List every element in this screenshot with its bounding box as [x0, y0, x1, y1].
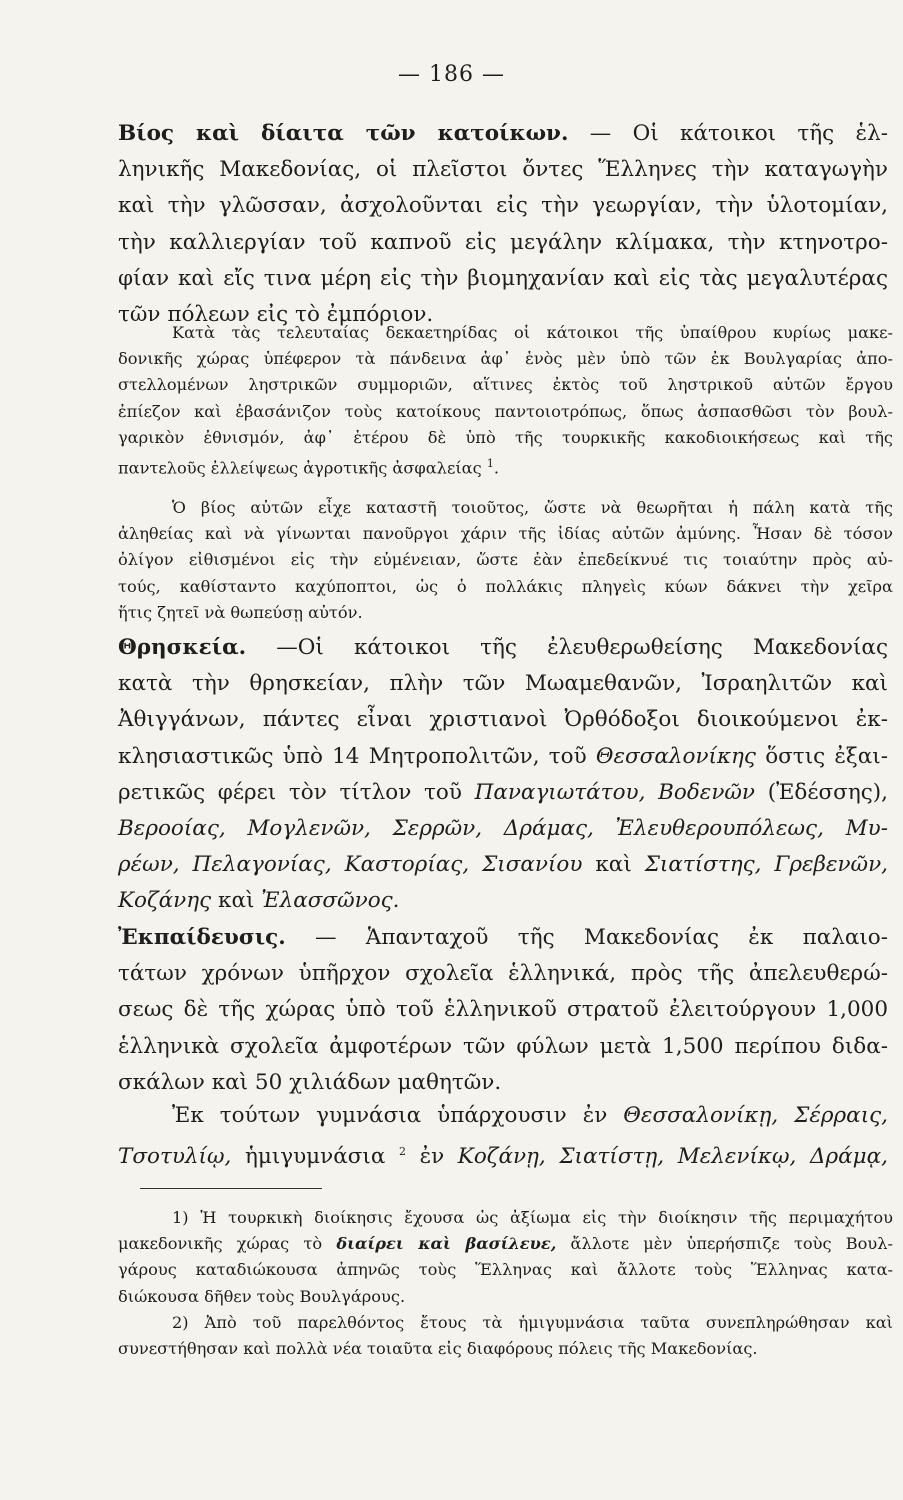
text-line: διώκουσα δῆθεν τοὺς Βουλγάρους.	[118, 1286, 406, 1306]
text-line: Ὁ βίος αὐτῶν εἶχε καταστῆ τοιοῦτος, ὥστε νὰ θεωρῆται ἡ πάλη κατὰ τῆς	[172, 498, 893, 517]
footnote-1: 1) Ἡ τουρκικὴ διοίκησις ἔχουσα ὡς ἀξίωμα εἰς τὴν διοίκησιν τῆς περιμαχήτου	[172, 1208, 893, 1227]
text-run: ρέων, Πελαγονίας, Καστορίας, Σισανίου	[118, 852, 583, 878]
text-line: σεως δὲ τῆς χώρας ὑπὸ τοῦ ἑλληνικοῦ στρατοῦ ἐλειτούργουν 1,000	[118, 997, 888, 1023]
text-run: Ἐλασσῶνος.	[261, 888, 400, 914]
text-run: καὶ	[595, 852, 632, 878]
text-run: καὶ	[218, 888, 255, 914]
section-heading-life: Βίος καὶ δίαιτα τῶν κατοίκων.	[118, 121, 569, 146]
text-run: Κοζάνης	[118, 888, 212, 914]
small-paragraph-conditions	[118, 320, 893, 482]
text-line: στελλομένων ληστρικῶν συμμοριῶν, αἵτινες ἐκτὸς τοῦ ληστρικοῦ αὐτῶν ἔργου	[118, 375, 893, 395]
text-line: ὀλίγον εἰθισμένοι εἰς τὴν εὐμένειαν, ὥστε ἐὰν ἐπεδείκνυέ τις τοιαύτην πρὸς αὐ-	[118, 550, 893, 570]
text-run: ἡμιγυμνάσια	[244, 1144, 386, 1170]
text-line: Βεροοίας, Μογλενῶν, Σερρῶν, Δράμας, Ἐλευθερουπόλεως, Μυ-	[118, 816, 888, 842]
text-line: Ἀθιγγάνων, πάντες εἶναι χριστιανοὶ Ὀρθόδοξοι διοικούμενοι ἐκ-	[118, 707, 888, 733]
text-line	[118, 451, 893, 482]
text-line: γάρους καταδιώκουσα ἀπηνῶς τοὺς Ἕλληνας καὶ ἄλλοτε τοὺς Ἕλληνας κατα-	[118, 1260, 893, 1280]
text-line: φίαν καὶ εἴς τινα μέρη εἰς τὴν βιομηχανίαν καὶ εἰς τὰς μεγαλυτέρας	[118, 265, 888, 291]
text-line: συνεστήθησαν καὶ πολλὰ νέα τοιαῦτα εἰς διαφόρους πόλεις τῆς Μακεδονίας.	[118, 1339, 758, 1359]
text-line	[118, 630, 888, 666]
footnote-2: 2) Ἀπὸ τοῦ παρελθόντος ἔτους τὰ ἡμιγυμνάσια ταῦτα συνεπληρώθησαν καὶ	[172, 1312, 893, 1332]
text-line: ἀληθείας καὶ νὰ γίνωνται πανοῦργοι χάριν τῆς ἰδίας αὐτῶν ἀμύνης. Ἦσαν δὲ τόσον	[118, 524, 893, 544]
text-line: σκάλων καὶ 50 χιλιάδων μαθητῶν.	[118, 1069, 502, 1095]
paragraph-life	[118, 116, 888, 333]
text-line	[118, 1098, 888, 1134]
section-heading-religion: Θρησκεία.	[118, 635, 247, 660]
page-number: — 186 —	[398, 62, 505, 87]
small-paragraph-life	[118, 495, 893, 626]
text-line: τὴν καλλιεργίαν τοῦ καπνοῦ εἰς μεγάλην κλίμακα, τὴν κτηνοτρο-	[118, 229, 888, 255]
text-run: Θεσσαλονίκης	[595, 743, 756, 769]
text-run: ἄλλοτε μὲν ὑπερήσπιζε τοὺς Βουλ-	[570, 1234, 893, 1254]
text-line: δονικῆς χώρας ὑπέφερον τὰ πάνδεινα ἀφ᾽ ἑνὸς μὲν ὑπὸ τῶν ἐκ Βουλγαρίας ἀπο-	[118, 349, 893, 369]
text-run: παντελοῦς ἐλλείψεως ἀγροτικῆς ἀσφαλείας	[118, 458, 482, 478]
text-run: Ἐκ τούτων γυμνάσια ὑπάρχουσιν ἐν	[172, 1103, 608, 1128]
text-run: ἐν	[419, 1144, 445, 1170]
text-line	[118, 847, 888, 883]
text-line	[118, 920, 888, 956]
text-line: τάτων χρόνων ὑπῆρχον σχολεῖα ἑλληνικά, πρὸς τῆς ἀπελευθερώ-	[118, 961, 888, 987]
text-line: κατὰ τὴν θρησκείαν, πλὴν τῶν Μωαμεθανῶν, Ἰσραηλιτῶν καὶ	[118, 671, 888, 697]
text-line: ἐπίεζον καὶ ἐβασάνιζον τοὺς κατοίκους παντοιοτρόπως, ὅπως ἀσπασθῶσι τὸν βουλ-	[118, 401, 893, 421]
text-line: τῶν πόλεων εἰς τὸ ἐμπόριον.	[118, 302, 434, 328]
paragraph-education	[118, 920, 888, 1101]
text-run: κλησιαστικῶς ὑπὸ 14 Μητροπολιτῶν, τοῦ	[118, 743, 587, 769]
text-run: ὅστις ἐξαι-	[765, 743, 888, 769]
footnotes	[118, 1205, 893, 1362]
text-run: —Οἱ κάτοικοι τῆς ἐλευθερωθείσης Μακεδονίας	[276, 635, 888, 660]
text-line	[118, 883, 888, 919]
text-run: ρετικῶς φέρει τὸν τίτλον τοῦ	[118, 779, 462, 805]
text-run: — Ἁπανταχοῦ τῆς Μακεδονίας ἐκ παλαιο-	[315, 925, 888, 950]
text-line: ἥτις ζητεῖ νὰ θωπεύσῃ αὐτόν.	[118, 602, 363, 622]
section-heading-education: Ἐκπαίδευσις.	[118, 925, 286, 950]
footnote-divider	[140, 1188, 322, 1189]
paragraph-religion	[118, 630, 888, 920]
text-run: Κοζάνῃ, Σιατίστῃ, Μελενίκῳ, Δράμᾳ,	[457, 1144, 889, 1170]
text-line: τούς, καθίσταντο καχύποπτοι, ὡς ὁ πολλάκις πληγεὶς κύων δάκνει τὴν χεῖρα	[118, 576, 893, 596]
paragraph-schools	[118, 1098, 888, 1176]
text-run: (Ἐδέσσης),	[767, 779, 888, 805]
text-line: γαρικὸν ἐθνισμόν, ἀφ᾽ ἑτέρου δὲ ὑπὸ τῆς τουρκικῆς κακοδιοικήσεως καὶ τῆς	[118, 427, 893, 447]
text-run: Θεσσαλονίκῃ, Σέρραις,	[623, 1103, 888, 1128]
text-run: — Οἱ κάτοικοι τῆς ἑλ-	[589, 121, 888, 146]
text-line: ληνικῆς Μακεδονίας, οἱ πλεῖστοι ὄντες Ἕλληνες τὴν καταγωγὴν	[118, 157, 888, 183]
text-run: Παναγιωτάτου, Βοδενῶν	[474, 779, 755, 805]
footnote-ref: 1	[486, 457, 494, 471]
footnote-ref: 2	[398, 1145, 406, 1159]
text-line: ἑλληνικὰ σχολεῖα ἀμφοτέρων τῶν φύλων μετὰ 1,500 περίπου διδα-	[118, 1033, 888, 1059]
text-line	[118, 1134, 888, 1175]
text-line	[118, 116, 888, 152]
text-line: Κατὰ τὰς τελευταίας δεκαετηρίδας οἱ κάτοικοι τῆς ὑπαίθρου κυρίως μακε-	[172, 323, 893, 342]
text-line	[118, 739, 888, 775]
text-line	[118, 1231, 893, 1257]
text-line	[118, 775, 888, 811]
text-run: διαίρει καὶ βασίλευε,	[336, 1234, 557, 1254]
text-line: καὶ τὴν γλῶσσαν, ἀσχολοῦνται εἰς τὴν γεωργίαν, τὴν ὑλοτομίαν,	[118, 193, 888, 219]
text-run: Σιατίστης, Γρεβενῶν,	[644, 852, 888, 878]
text-run: .	[493, 458, 499, 478]
text-run: Τσοτυλίῳ,	[118, 1144, 232, 1170]
text-run: μακεδονικῆς χώρας τὸ	[118, 1234, 323, 1254]
